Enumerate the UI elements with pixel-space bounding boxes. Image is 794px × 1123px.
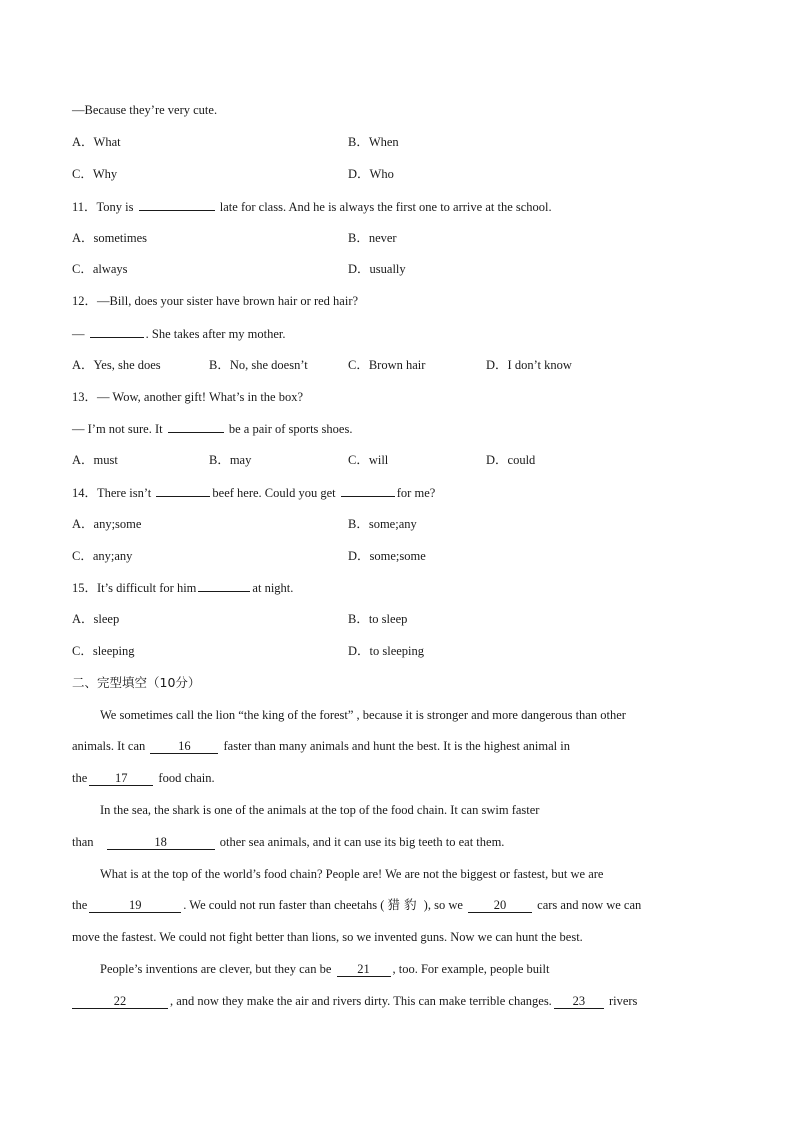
passage-p1-line3 [72,770,215,786]
q13-option-c[interactable]: C．will [348,453,389,467]
blank-23[interactable]: 23 [554,994,604,1009]
passage-p1-line3-post: food chain. [158,771,215,785]
q15-blank[interactable] [198,579,250,592]
q12-option-b[interactable]: B．No, she doesn’t [209,358,308,372]
q11-option-c[interactable]: C．always [72,262,128,276]
q14-stem [72,484,435,501]
passage-p3-line2-mid2: ), so we [423,898,463,912]
q12-option-a[interactable]: A．Yes, she does [72,358,161,372]
passage-p3-line2-mid: . We could not run faster than cheetahs ( [183,898,385,912]
q15-stem [72,579,293,596]
q11-pre: Tony is [96,200,134,214]
passage-p4-line2-mid: , and now they make the air and rivers dirty. This can make terrible changes. [170,994,552,1008]
passage-p4-line1-post: , too. For example, people built [392,962,550,976]
blank-21[interactable]: 21 [337,962,391,977]
q15-post: at night. [252,581,294,595]
passage-p2-line2-pre: than [72,835,94,849]
passage-p2-line1: In the sea, the shark is one of the animals at the top of the food chain. It can swim faster [100,803,540,817]
q14-option-d[interactable]: D．some;some [348,549,426,563]
q10-answer-line: —Because they’re very cute. [72,103,218,117]
q13-option-a[interactable]: A．must [72,453,118,467]
q15-pre: 15．It’s difficult for him [72,581,197,595]
passage-p1-line3-pre: the [72,771,88,785]
q14-mid: beef here. Could you get [212,486,336,500]
q11-option-d[interactable]: D．usually [348,262,406,276]
passage-p3-line1: What is at the top of the world’s food chain? People are! We are not the biggest or fastest, but we are [100,867,604,881]
q15-option-a[interactable]: A．sleep [72,612,120,626]
q12-line1: 12．—Bill, does your sister have brown hair or red hair? [72,294,359,308]
passage-p1-line2-post: faster than many animals and hunt the best. It is the highest animal in [223,739,570,753]
q14-post: for me? [396,486,436,500]
q12-blank[interactable] [90,325,144,338]
q13-line2-post: be a pair of sports shoes. [228,422,353,436]
q14-pre: 14．There isn’t [72,486,152,500]
q15-option-d[interactable]: D．to sleeping [348,644,425,658]
blank-17[interactable]: 17 [89,771,153,786]
q11-blank[interactable] [139,198,215,211]
blank-22[interactable]: 22 [72,994,168,1009]
passage-p4-line2-post: rivers [608,994,638,1008]
passage-p1-line1: We sometimes call the lion “the king of the forest” , because it is stronger and more dangerous than other [100,708,626,722]
passage-p2-line2-post: other sea animals, and it can use its big teeth to eat them. [219,835,505,849]
q14-option-a[interactable]: A．any;some [72,517,142,531]
blank-20[interactable]: 20 [468,898,532,913]
q15-option-b[interactable]: B．to sleep [348,612,408,626]
passage-p3-line2 [72,897,641,913]
q13-line2 [72,420,352,437]
q15-option-c[interactable]: C．sleeping [72,644,135,658]
q10-option-d[interactable]: D．Who [348,167,394,181]
blank-18[interactable]: 18 [107,835,215,850]
passage-p1-line2-pre: animals. It can [72,739,146,753]
q14-blank-1[interactable] [156,484,210,497]
passage-p3-line2-post: cars and now we can [537,898,642,912]
q12-option-d[interactable]: D．I don’t know [486,358,572,372]
blank-16[interactable]: 16 [150,739,218,754]
passage-p3-line3: move the fastest. We could not fight better than lions, so we invented guns. Now we can hunt the best. [72,930,583,944]
q14-option-c[interactable]: C．any;any [72,549,133,563]
q13-option-d[interactable]: D．could [486,453,536,467]
passage-p2-line2 [72,834,504,850]
q11-option-b[interactable]: B．never [348,231,397,245]
q14-blank-2[interactable] [341,484,395,497]
q10-option-c[interactable]: C．Why [72,167,118,181]
q10-option-a[interactable]: A．What [72,135,121,149]
q11-number: 11． [72,200,97,214]
q13-option-b[interactable]: B．may [209,453,252,467]
passage-p3-line2-pre: the [72,898,88,912]
q10-option-b[interactable]: B．When [348,135,399,149]
passage-p4-line1 [100,961,549,977]
section-title: 二、完型填空（10分） [72,675,201,690]
q11-stem [72,198,552,215]
q12-line2-post: . She takes after my mother. [145,327,286,341]
passage-p1-line2 [72,738,570,754]
cheetah-chinese: 猎豹 [387,897,421,912]
q13-line2-pre: — I’m not sure. It [72,422,163,436]
q14-option-b[interactable]: B．some;any [348,517,417,531]
q12-line2-pre: — [72,327,85,341]
q11-post: late for class. And he is always the first one to arrive at the school. [219,200,552,214]
q13-line1: 13．— Wow, another gift! What’s in the box? [72,390,304,404]
q13-blank[interactable] [168,420,224,433]
q12-line2 [72,325,286,342]
passage-p4-line1-pre: People’s inventions are clever, but they can be [100,962,332,976]
q12-option-c[interactable]: C．Brown hair [348,358,426,372]
blank-19[interactable]: 19 [89,898,181,913]
q11-option-a[interactable]: A．sometimes [72,231,147,245]
passage-p4-line2 [72,993,637,1009]
